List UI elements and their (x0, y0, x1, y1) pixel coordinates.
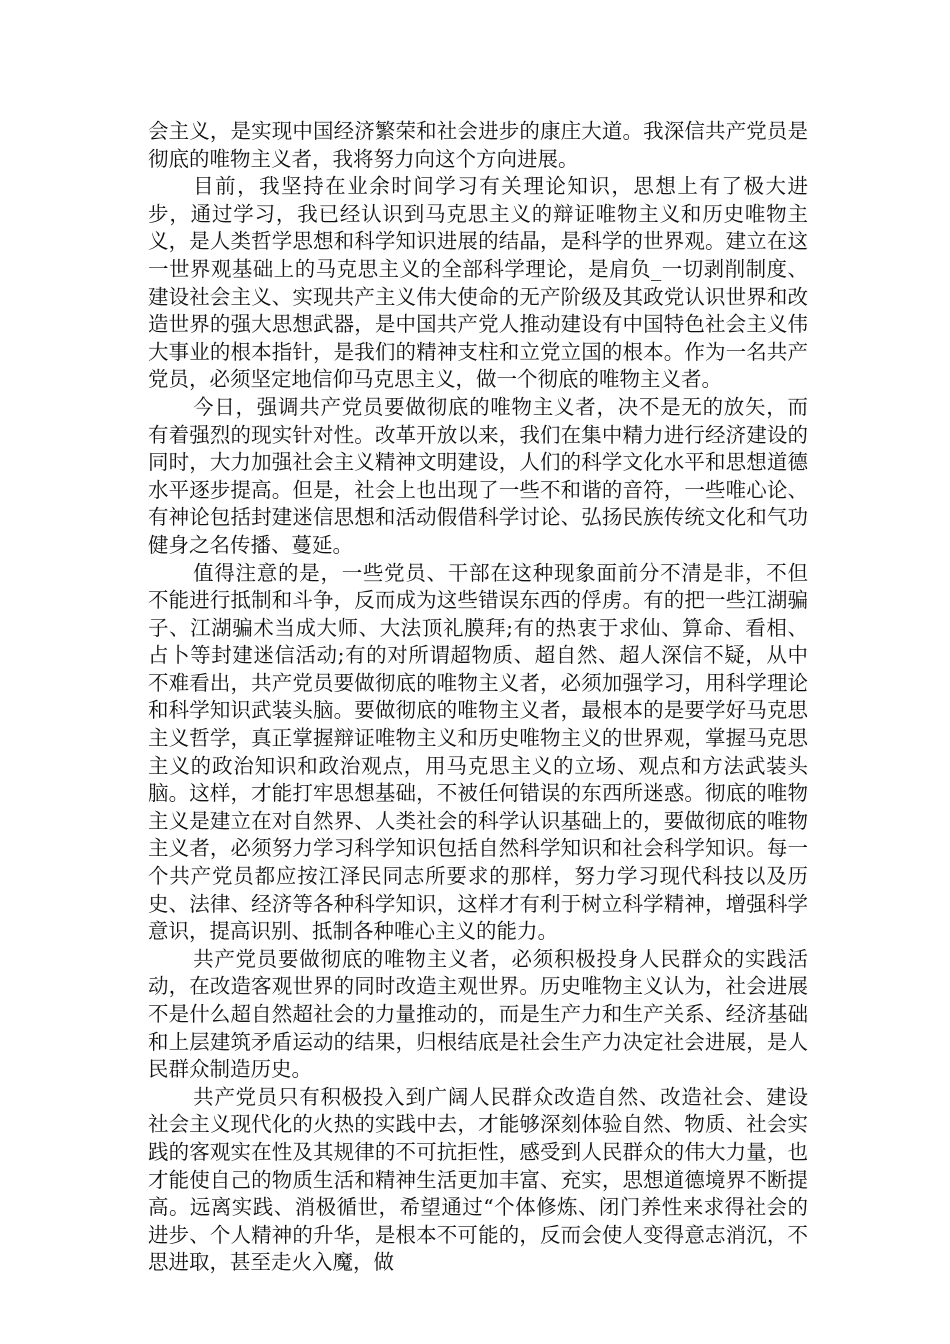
paragraph-2: 目前，我坚持在业余时间学习有关理论知识，思想上有了极大进步，通过学习，我已经认识到马克思主义的辩证唯物主义和历史唯物主义，是人类哲学思想和科学知识进展的结晶，是科学的世界观。建立在这一世界观基础上的马克思主义的全部科学理论，是肩负_一切剥削制度、建设社会主义、实现共产主义伟大使命的无产阶级及其政党认识世界和改造世界的强大思想武器，是中国共产党人推动建设有中国特色社会主义伟大事业的根本指针，是我们的精神支柱和立党立国的根本。作为一名共产党员，必须坚定地信仰马克思主义，做一个彻底的唯物主义者。 (148, 174, 808, 392)
paragraph-6: 共产党员只有积极投入到广阔人民群众改造自然、改造社会、建设社会主义现代化的火热的实践中去，才能够深刻体验自然、物质、社会实践的客观实在性及其规律的不可抗拒性，感受到人民群众的伟大力量，也才能使自己的物质生活和精神生活更加丰富、充实，思想道德境界不断提高。远离实践、消极循世，希望通过“个体修炼、闭门养性来求得社会的进步、个人精神的升华，是根本不可能的，反而会使人变得意志消沉，不思进取，甚至走火入魔，做 (148, 1084, 808, 1275)
body-text (148, 118, 808, 1277)
paragraph-5: 共产党员要做彻底的唯物主义者，必须积极投身人民群众的实践活动，在改造客观世界的同时改造主观世界。历史唯物主义认为，社会进展不是什么超自然超社会的力量推动的，而是生产力和生产关系、经济基础和上层建筑矛盾运动的结果，归根结底是社会生产力决定社会进展，是人民群众制造历史。 (148, 946, 808, 1082)
paragraph-4: 值得注意的是，一些党员、干部在这种现象面前分不清是非，不但不能进行抵制和斗争，反而成为这些错误东西的俘虏。有的把一些江湖骗子、江湖骗术当成大师、大法顶礼膜拜;有的热衷于求仙、算命、看相、占卜等封建迷信活动;有的对所谓超物质、超自然、超人深信不疑，从中不难看出，共产党员要做彻底的唯物主义者，必须加强学习，用科学理论和科学知识武装头脑。要做彻底的唯物主义者，最根本的是要学好马克思主义哲学，真正掌握辩证唯物主义和历史唯物主义的世界观，掌握马克思主义的政治知识和政治观点，用马克思主义的立场、观点和方法武装头脑。这样，才能打牢思想基础，不被任何错误的东西所迷惑。彻底的唯物主义是建立在对自然界、人类社会的科学认识基础上的，要做彻底的唯物主义者，必须努力学习科学知识包括自然科学知识和社会科学知识。每一个共产党员都应按江泽民同志所要求的那样，努力学习现代科技以及历史、法律、经济等各种科学知识，这样才有利于树立科学精神，增强科学意识，提高识别、抵制各种唯心主义的能力。 (148, 560, 808, 944)
paragraph-3: 今日，强调共产党员要做彻底的唯物主义者，决不是无的放矢，而有着强烈的现实针对性。改革开放以来，我们在集中精力进行经济建设的同时，大力加强社会主义精神文明建设，人们的科学文化水平和思想道德水平逐步提高。但是，社会上也出现了一些不和谐的音符，一些唯心论、有神论包括封建迷信思想和活动假借科学讨论、弘扬民族传统文化和气功健身之名传播、蔓延。 (148, 394, 808, 557)
paragraph-1: 会主义，是实现中国经济繁荣和社会进步的康庄大道。我深信共产党员是彻底的唯物主义者，我将努力向这个方向进展。 (148, 119, 808, 171)
